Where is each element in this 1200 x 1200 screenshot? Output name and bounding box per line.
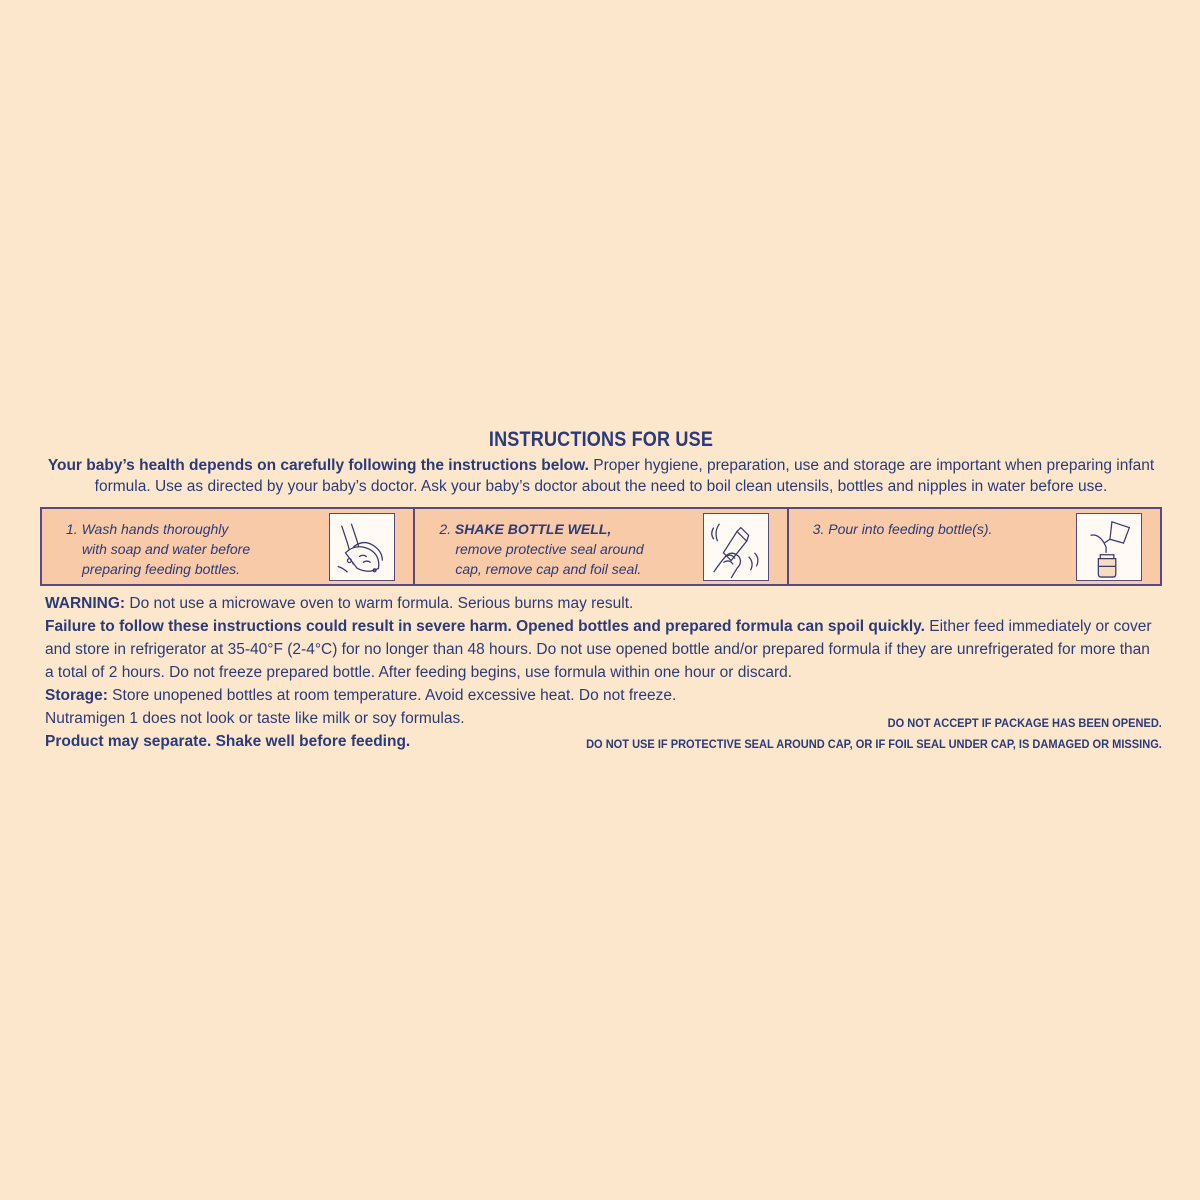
steps-band [40, 507, 1162, 586]
step-2-line2: remove protective seal around [455, 541, 644, 557]
notice-seal: DO NOT USE IF PROTECTIVE SEAL AROUND CAP, OR IF FOIL SEAL UNDER CAP, IS DAMAGED OR MISSING. [586, 737, 1162, 751]
step-2-bold: SHAKE BOTTLE WELL, [454, 521, 612, 537]
step-3-text [813, 519, 993, 539]
step-2 [415, 509, 788, 584]
warning-text: Do not use a microwave oven to warm formula. Serious burns may result. [125, 595, 634, 612]
failure-bold: Failure to follow these instructions could result in severe harm. Opened bottles and prepared formula can spoil quickly. [45, 618, 925, 635]
storage-text: Store unopened bottles at room temperature. Avoid excessive heat. Do not freeze. [107, 687, 677, 704]
failure-text: Either feed immediately or cover and store in refrigerator at 35-40°F (2-4°C) for no longer than 48 hours. Do not use opened bottle and/or prepared formula if they are unrefrigerated for more than a total of 2 hours. Do not freeze prepared bottle. After feeding begins, use formula within one hour or discard. [45, 618, 1152, 681]
intro-text: Proper hygiene, preparation, use and storage are important when preparing infant formula. Use as directed by your baby’s doctor. Ask your baby’s doctor about the need to boil clean utensils, bottles and nipples in water before use. [94, 457, 1155, 495]
step-3-line1: Pour into feeding bottle(s). [828, 521, 993, 537]
pour-bottle-icon [1076, 513, 1142, 581]
separate-note-text: Product may separate. Shake well before feeding. [45, 733, 411, 750]
shake-bottle-icon [703, 513, 769, 581]
warning-paragraph [45, 592, 1162, 615]
taste-note: Nutramigen 1 does not look or taste like milk or soy formulas. [45, 710, 465, 727]
intro-bold: Your baby’s health depends on carefully following the instructions below. [47, 457, 589, 474]
storage-label: Storage: [45, 687, 108, 704]
instructions-label [40, 428, 1162, 755]
step-1-line3: preparing feeding bottles. [82, 561, 240, 577]
warning-label: WARNING: [45, 595, 126, 612]
storage-paragraph [45, 684, 1162, 707]
hand-washing-icon [329, 513, 395, 581]
label-title: INSTRUCTIONS FOR USE [488, 428, 714, 451]
separate-note [45, 730, 465, 753]
failure-paragraph [45, 615, 1162, 684]
step-2-line3: cap, remove cap and foil seal. [455, 561, 642, 577]
step-1 [42, 509, 415, 584]
body-text [45, 592, 1162, 755]
notice-opened: DO NOT ACCEPT IF PACKAGE HAS BEEN OPENED. [887, 716, 1162, 730]
step-1-line1: Wash hands thoroughly [81, 521, 229, 537]
step-1-number: 1. [66, 521, 78, 537]
intro-paragraph [40, 455, 1162, 497]
step-3-number: 3. [812, 521, 825, 537]
step-1-line2: with soap and water before [82, 541, 251, 557]
package-notices [586, 713, 1162, 755]
step-2-text [439, 519, 643, 579]
step-2-number: 2. [439, 521, 452, 537]
step-3 [789, 509, 1160, 584]
bottom-row [45, 707, 1162, 755]
step-1-text [66, 519, 250, 579]
bottom-left [45, 707, 465, 753]
